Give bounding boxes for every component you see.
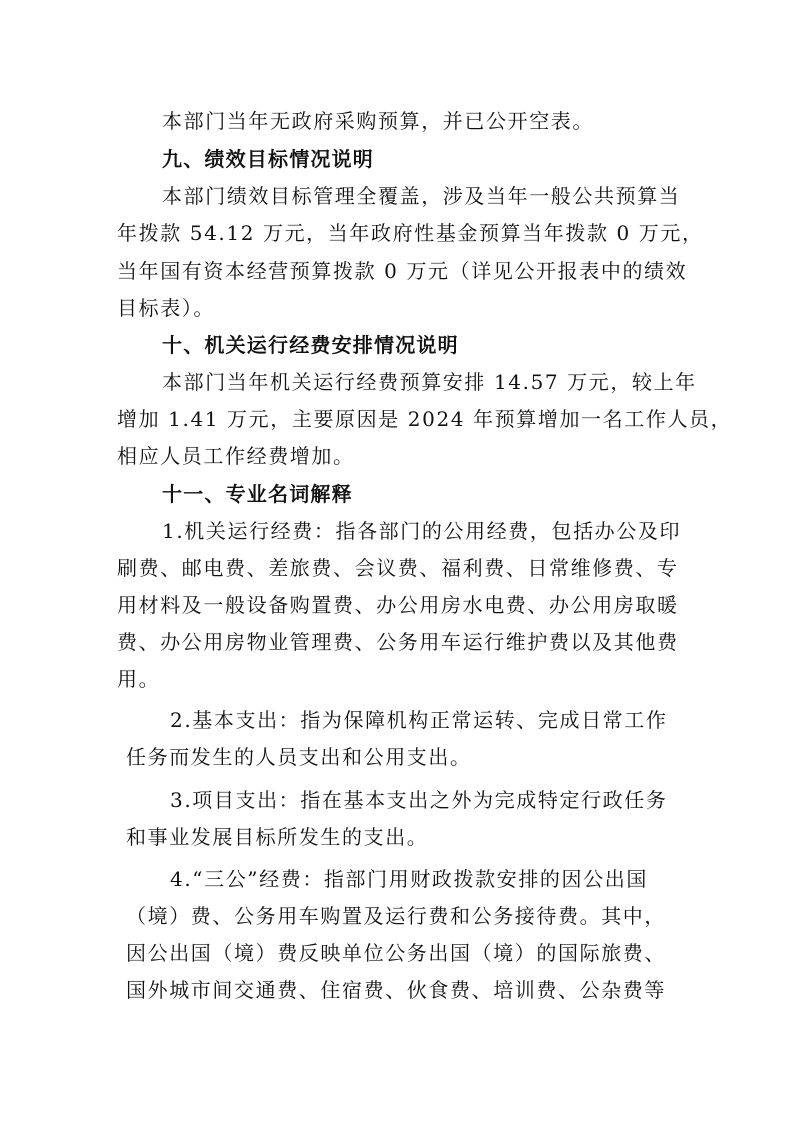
term-2-text-line: 任务而发生的人员支出和公用支出。 bbox=[126, 745, 472, 769]
term-1-text-line: 刷费、邮电费、差旅费、会议费、福利费、日常维修费、专 bbox=[117, 556, 679, 580]
section-9-text-line: 目标表）。 bbox=[117, 296, 215, 320]
section-9-heading: 九、绩效目标情况说明 bbox=[162, 147, 374, 171]
term-1-text-line: 1.机关运行经费：指各部门的公用经费，包括办公及印 bbox=[162, 519, 682, 543]
term-4-text-line: 因公出国（境）费反映单位公务出国（境）的国际旅费、 bbox=[126, 941, 666, 965]
section-10-heading: 十、机关运行经费安排情况说明 bbox=[162, 333, 459, 357]
section-9-text-line: 当年国有资本经营预算拨款 0 万元（详见公开报表中的绩效 bbox=[117, 259, 688, 283]
term-2-text-line: 2.基本支出：指为保障机构正常运转、完成日常工作 bbox=[170, 708, 668, 732]
term-4-text-line: 4.“三公”经费：指部门用财政拨款安排的因公出国 bbox=[170, 867, 648, 891]
term-3-text-line: 和事业发展目标所发生的支出。 bbox=[126, 825, 429, 849]
section-11-heading: 十一、专业名词解释 bbox=[162, 482, 353, 506]
section-9-text-line: 本部门绩效目标管理全覆盖，涉及当年一般公共预算当 bbox=[162, 184, 681, 208]
term-1-text-line: 费、办公用房物业管理费、公务用车运行维护费以及其他费 bbox=[117, 630, 679, 654]
term-3-text-line: 3.项目支出：指在基本支出之外为完成特定行政任务 bbox=[170, 788, 668, 812]
section-10-text-line: 增加 1.41 万元，主要原因是 2024 年预算增加一名工作人员， bbox=[117, 407, 733, 431]
section-10-text-line: 本部门当年机关运行经费预算安排 14.57 万元，较上年 bbox=[162, 370, 697, 394]
term-4-text-line: （境）费、公务用车购置及运行费和公务接待费。其中， bbox=[126, 904, 666, 928]
section-9-text-line: 年拨款 54.12 万元，当年政府性基金预算当年拨款 0 万元， bbox=[117, 221, 704, 245]
section-10-text-line: 相应人员工作经费增加。 bbox=[117, 444, 355, 468]
intro-paragraph: 本部门当年无政府采购预算，并已公开空表。 bbox=[162, 109, 594, 133]
term-1-text-line: 用。 bbox=[117, 667, 161, 691]
term-1-text-line: 用材料及一般设备购置费、办公用房水电费、办公用房取暖 bbox=[117, 593, 679, 617]
term-4-text-line: 国外城市间交通费、住宿费、伙食费、培训费、公杂费等 bbox=[126, 978, 666, 1002]
